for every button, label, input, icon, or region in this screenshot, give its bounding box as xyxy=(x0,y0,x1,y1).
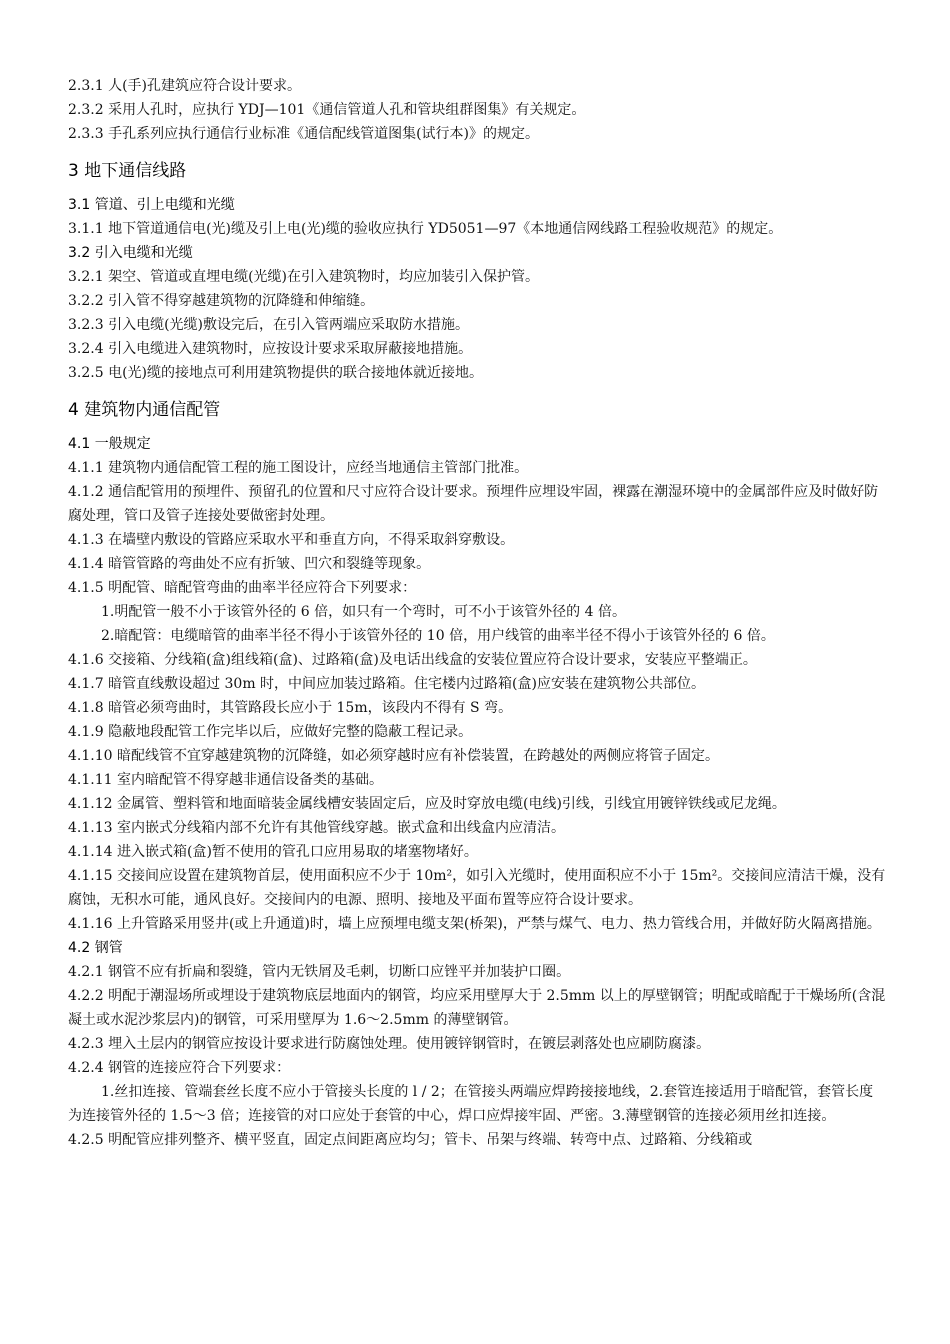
section-heading: 4 建筑物内通信配管 xyxy=(68,400,221,420)
clause-paragraph: 4.1.9 隐蔽地段配管工作完毕以后，应做好完整的隐蔽工程记录。 xyxy=(68,724,473,740)
clause-paragraph: 4.1.1 建筑物内通信配管工程的施工图设计，应经当地通信主管部门批准。 xyxy=(68,460,529,476)
paragraph: 1.丝扣连接、管端套丝长度不应小于管接头长度的 l / 2；在管接头两端应焊跨接接地线，2.套管连接适用于暗配管，套管长度为连接管外径的 1.5～3 倍；连接管的对口应处于套管的中心，焊口应焊接牢固、严密。3.薄壁钢管的连接必须用丝扣连接。 xyxy=(68,1084,874,1124)
clause-paragraph: 2.3.1 人(手)孔建筑应符合设计要求。 xyxy=(68,78,301,94)
clause-paragraph: 4.2.3 埋入土层内的钢管应按设计要求进行防腐蚀处理。使用镀锌钢管时，在镀层剥落处也应刷防腐漆。 xyxy=(68,1036,711,1052)
subsection-heading: 4.2 钢管 xyxy=(68,940,123,956)
subsection-heading: 3.2 引入电缆和光缆 xyxy=(68,245,193,261)
clause-paragraph: 4.1.3 在墙壁内敷设的管路应采取水平和垂直方向，不得采取斜穿敷设。 xyxy=(68,532,515,548)
clause-paragraph: 2.3.3 手孔系列应执行通信行业标准《通信配线管道图集(试行本)》的规定。 xyxy=(68,126,539,142)
clause-paragraph: 2.3.2 采用人孔时，应执行 YDJ—101《通信管道人孔和管块组群图集》有关规定。 xyxy=(68,102,586,118)
clause-paragraph: 4.1.4 暗管管路的弯曲处不应有折皱、凹穴和裂缝等现象。 xyxy=(68,556,431,572)
clause-paragraph: 4.1.2 通信配管用的预埋件、预留孔的位置和尺寸应符合设计要求。预埋件应埋设牢固，裸露在潮湿环境中的金属部件应及时做好防腐处理，管口及管子连接处要做密封处理。 xyxy=(68,484,879,524)
clause-paragraph: 4.1.6 交接箱、分线箱(盒)组线箱(盒)、过路箱(盒)及电话出线盒的安装位置应符合设计要求，安装应平整端正。 xyxy=(68,652,757,668)
clause-paragraph: 4.1.14 进入嵌式箱(盒)暂不使用的管孔口应用易取的堵塞物堵好。 xyxy=(68,844,478,860)
subsection-heading: 4.1 一般规定 xyxy=(68,436,151,452)
clause-paragraph: 4.1.12 金属管、塑料管和地面暗装金属线槽安装固定后，应及时穿放电缆(电线)引线，引线宜用镀锌铁线或尼龙绳。 xyxy=(68,796,786,812)
section-heading: 3 地下通信线路 xyxy=(68,161,187,181)
list-item: 2.暗配管：电缆暗管的曲率半径不得小于该管外径的 10 倍，用户线管的曲率半径不得小于该管外径的 6 倍。 xyxy=(101,628,775,644)
clause-paragraph: 4.2.1 钢管不应有折扁和裂缝，管内无铁屑及毛刺，切断口应锉平并加装护口圈。 xyxy=(68,964,571,980)
clause-paragraph: 3.2.3 引入电缆(光缆)敷设完后，在引入管两端应采取防水措施。 xyxy=(68,317,469,333)
clause-paragraph: 4.1.11 室内暗配管不得穿越非通信设备类的基础。 xyxy=(68,772,383,788)
clause-paragraph: 3.2.2 引入管不得穿越建筑物的沉降缝和伸缩缝。 xyxy=(68,293,375,309)
clause-paragraph: 4.2.2 明配于潮湿场所或埋设于建筑物底层地面内的钢管，均应采用壁厚大于 2.5mm 以上的厚壁钢管；明配或暗配于干燥场所(含混凝土或水泥沙浆层内)的钢管，可采用壁厚为 1.6～2.5mm 的薄壁钢管。 xyxy=(68,988,886,1028)
clause-paragraph: 4.2.4 钢管的连接应符合下列要求： xyxy=(68,1060,291,1076)
clause-paragraph: 3.2.1 架空、管道或直埋电缆(光缆)在引入建筑物时，均应加装引入保护管。 xyxy=(68,269,539,285)
clause-paragraph: 4.1.10 暗配线管不宜穿越建筑物的沉降缝，如必须穿越时应有补偿装置，在跨越处的两侧应将管子固定。 xyxy=(68,748,719,764)
clause-paragraph: 3.1.1 地下管道通信电(光)缆及引上电(光)缆的验收应执行 YD5051—97《本地通信网线路工程验收规范》的规定。 xyxy=(68,221,783,237)
clause-paragraph: 3.2.5 电(光)缆的接地点可利用建筑物提供的联合接地体就近接地。 xyxy=(68,365,483,381)
clause-paragraph: 4.2.5 明配管应排列整齐、横平竖直，固定点间距离应均匀；管卡、吊架与终端、转弯中点、过路箱、分线箱或 xyxy=(68,1132,753,1148)
clause-paragraph: 4.1.7 暗管直线敷设超过 30m 时，中间应加装过路箱。住宅楼内过路箱(盒)应安装在建筑物公共部位。 xyxy=(68,676,705,692)
clause-paragraph: 4.1.5 明配管、暗配管弯曲的曲率半径应符合下列要求： xyxy=(68,580,417,596)
clause-paragraph: 4.1.15 交接间应设置在建筑物首层，使用面积应不少于 10m²，如引入光缆时，使用面积应不小于 15m²。交接间应清洁干燥，没有腐蚀，无积水可能，通风良好。交接间内的电源、照明、接地及平面布置等应符合设计要求。 xyxy=(68,868,886,908)
clause-paragraph: 4.1.16 上升管路采用竖井(或上升通道)时，墙上应预埋电缆支架(桥架)，严禁与煤气、电力、热力管线合用，并做好防火隔离措施。 xyxy=(68,916,881,932)
subsection-heading: 3.1 管道、引上电缆和光缆 xyxy=(68,197,235,213)
clause-paragraph: 4.1.13 室内嵌式分线箱内部不允许有其他管线穿越。嵌式盒和出线盒内应清洁。 xyxy=(68,820,565,836)
clause-paragraph: 4.1.8 暗管必须弯曲时，其管路段长应小于 15m，该段内不得有 S 弯。 xyxy=(68,700,513,716)
list-item: 1.明配管一般不小于该管外径的 6 倍，如只有一个弯时，可不小于该管外径的 4 倍。 xyxy=(101,604,626,620)
document-page xyxy=(68,74,886,1152)
clause-paragraph: 3.2.4 引入电缆进入建筑物时，应按设计要求采取屏蔽接地措施。 xyxy=(68,341,473,357)
